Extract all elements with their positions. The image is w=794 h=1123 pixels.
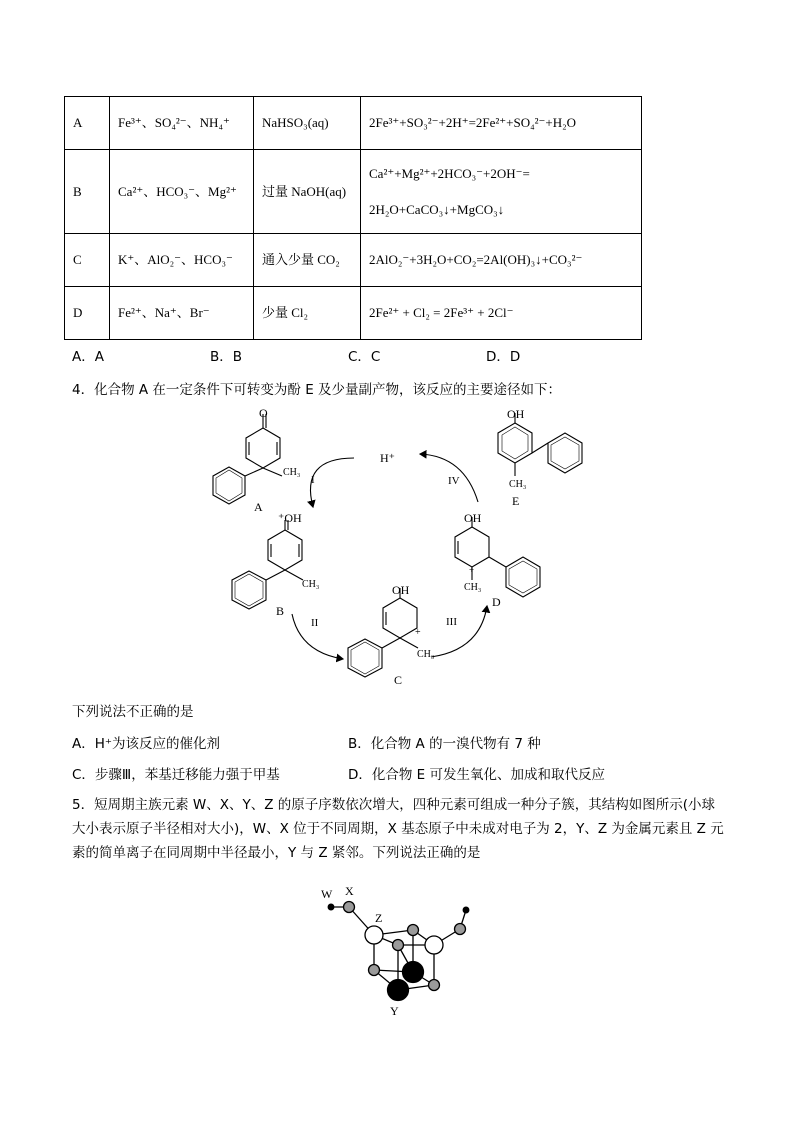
- compound-a-label: A: [254, 500, 263, 514]
- hydroxyl-label-c: OH: [392, 583, 410, 597]
- row-label: A: [65, 97, 110, 150]
- catalyst-label: H⁺: [380, 451, 395, 465]
- option-b[interactable]: B．化合物 A 的一溴代物有 7 种: [348, 736, 541, 752]
- compound-d-label: D: [492, 595, 501, 609]
- w-label: W: [321, 887, 333, 901]
- row-label: C: [65, 234, 110, 287]
- compound-a-structure: [213, 414, 282, 504]
- option-c[interactable]: C．步骤Ⅲ，苯基迁移能力强于甲基: [72, 767, 280, 783]
- plus-label-c: +: [415, 627, 421, 638]
- ions-cell: Ca²⁺、HCO₃⁻、Mg²⁺: [110, 150, 254, 234]
- option-d[interactable]: D．D: [486, 349, 521, 365]
- option-d[interactable]: D．化合物 E 可发生氧化、加成和取代反应: [348, 767, 606, 783]
- equation-cell: Ca²⁺+Mg²⁺+2HCO₃⁻+2OH⁻= 2H₂O+CaCO₃↓+MgCO₃↓: [361, 150, 642, 234]
- equation-cell: 2Fe³⁺+SO₃²⁻+2H⁺=2Fe²⁺+SO₄²⁻+H₂O: [361, 97, 642, 150]
- compound-b-label: B: [276, 604, 285, 618]
- methyl-label-e: CH₃: [509, 479, 527, 490]
- methyl-label-d: CH₃: [464, 582, 482, 593]
- methyl-label-a: CH₃: [283, 467, 301, 478]
- z-label: Z: [375, 911, 383, 925]
- oxo-label: O: [259, 406, 268, 420]
- row-label: D: [65, 287, 110, 340]
- ions-cell: Fe³⁺、SO₄²⁻、NH₄⁺: [110, 97, 254, 150]
- equation-cell: 2Fe²⁺ + Cl₂ = 2Fe³⁺ + 2Cl⁻: [361, 287, 642, 340]
- compound-c-structure: [348, 588, 418, 677]
- reagent-cell: NaHSO₃(aq): [254, 97, 361, 150]
- compound-b-structure: [232, 520, 303, 609]
- methyl-label-c: CH₃: [417, 649, 435, 660]
- molecular-cluster-figure: [328, 902, 469, 1001]
- q4-question: 下列说法不正确的是: [72, 704, 194, 720]
- ions-cell: K⁺、AlO₂⁻、HCO₃⁻: [110, 234, 254, 287]
- step-1-label: I: [311, 474, 315, 486]
- q4-stem: 4．化合物 A 在一定条件下可转变为酚 E 及少量副产物，该反应的主要途径如下：: [72, 382, 562, 398]
- row-label: B: [65, 150, 110, 234]
- hydroxyl-label-d: OH: [464, 511, 482, 525]
- step-2-label: II: [311, 617, 319, 629]
- q5-stem: 5．短周期主族元素 W、X、Y、Z 的原子序数依次增大，四种元素可组成一种分子簇，其结构如图所示(小球大小表示原子半径相对大小)，W、X 位于不同周期，X 基态原子中未成对电子为 2，Y、Z 为金属元素且 Z 元素的简单离子在同周期中半径最小，Y 与 Z 紧邻。下列说法正确的是: [72, 797, 724, 861]
- equation-cell: 2AlO₂⁻+3H₂O+CO₂=2Al(OH)₃↓+CO₃²⁻: [361, 234, 642, 287]
- option-a[interactable]: A．H⁺为该反应的催化剂: [72, 736, 221, 752]
- y-label: Y: [390, 1004, 399, 1018]
- compound-e-structure: [498, 413, 582, 476]
- x-label: X: [345, 884, 354, 898]
- step-4-label: IV: [448, 475, 460, 487]
- ions-cell: Fe²⁺、Na⁺、Br⁻: [110, 287, 254, 340]
- option-a[interactable]: A．A: [72, 349, 104, 365]
- reagent-cell: 通入少量 CO₂: [254, 234, 361, 287]
- reagent-cell: 过量 NaOH(aq): [254, 150, 361, 234]
- option-b[interactable]: B．B: [210, 349, 243, 365]
- methyl-label-b: CH₃: [302, 579, 320, 590]
- compound-e-label: E: [512, 494, 520, 508]
- compound-c-label: C: [394, 673, 403, 687]
- plus-label-d: +: [469, 565, 475, 575]
- reagent-cell: 少量 Cl₂: [254, 287, 361, 340]
- hydroxyl-label-e: OH: [507, 407, 525, 421]
- step-3-label: III: [446, 616, 457, 628]
- protonated-label: ⁺OH: [278, 511, 302, 525]
- option-c[interactable]: C．C: [348, 349, 381, 365]
